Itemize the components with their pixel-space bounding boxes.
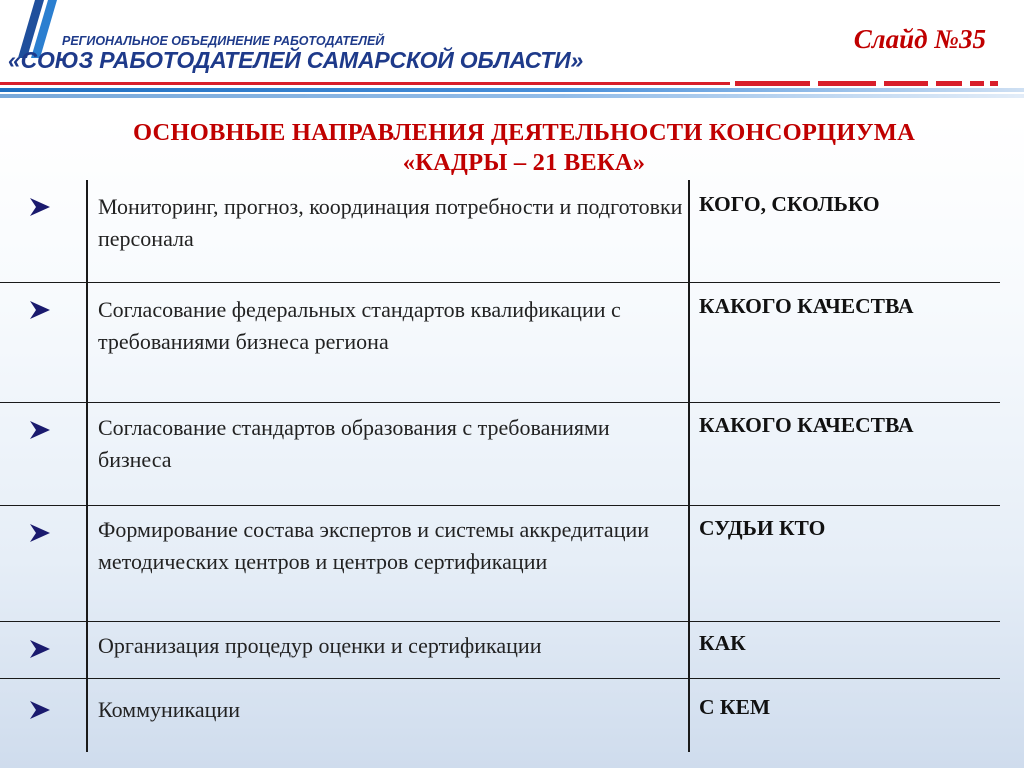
slide-header [0,0,1024,110]
row-key: КОГО, СКОЛЬКО [699,192,880,216]
table-row [0,283,1000,403]
row-key: КАКОГО КАЧЕСТВА [699,413,914,437]
org-name: «СОЮЗ РАБОТОДАТЕЛЕЙ САМАРСКОЙ ОБЛАСТИ» [8,47,584,73]
table-row [0,622,1000,679]
row-key: С КЕМ [699,695,771,719]
table-row [0,403,1000,506]
row-text: Организация процедур оценки и сертификации [98,633,542,658]
org-subtitle: РЕГИОНАЛЬНОЕ ОБЪЕДИНЕНИЕ РАБОТОДАТЕЛЕЙ [62,34,385,48]
row-text: Формирование состава экспертов и системы аккредитации методических центров и центров сертификации [98,517,650,574]
slide-title [0,118,1024,178]
directions-table [0,180,1000,752]
row-text: Коммуникации [98,697,240,722]
header-stripes [0,74,1024,104]
arrow-bullet-icon [28,419,52,441]
table-row [0,679,1000,752]
table-row [0,180,1000,283]
arrow-bullet-icon [28,299,52,321]
table-row [0,506,1000,622]
row-key: КАК [699,631,746,655]
row-key: СУДЬИ КТО [699,516,826,540]
row-text: Согласование стандартов образования с требованиями бизнеса [98,415,610,472]
arrow-bullet-icon [28,522,52,544]
row-key: КАКОГО КАЧЕСТВА [699,294,914,318]
arrow-bullet-icon [28,638,52,660]
arrow-bullet-icon [28,699,52,721]
slide-number: Слайд №35 [853,24,986,54]
title-line-2: «КАДРЫ – 21 ВЕКА» [402,149,646,176]
arrow-bullet-icon [28,196,52,218]
row-text: Согласование федеральных стандартов квалификации с требованиями бизнеса региона [98,297,621,354]
title-line-1: ОСНОВНЫЕ НАПРАВЛЕНИЯ ДЕЯТЕЛЬНОСТИ КОНСОРЦИУМА [133,119,915,146]
row-text: Мониторинг, прогноз, координация потребности и подготовки персонала [98,194,683,251]
